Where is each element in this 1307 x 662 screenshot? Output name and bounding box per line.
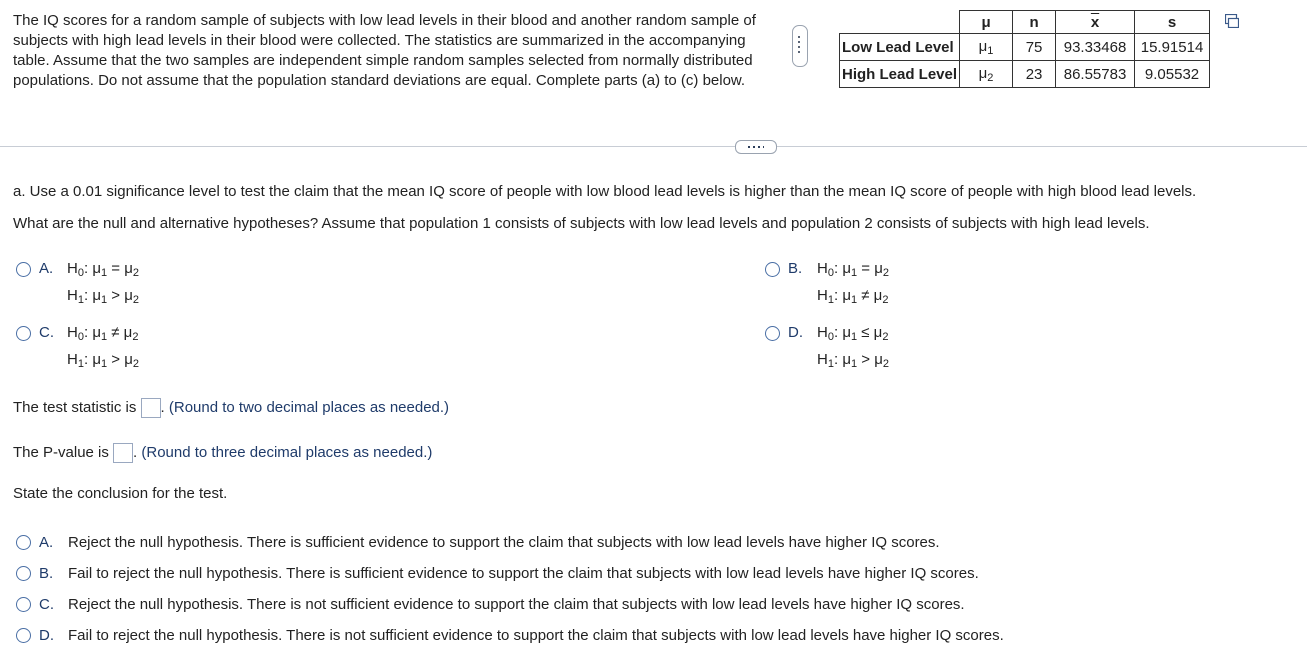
pvalue-hint: (Round to three decimal places as needed.) <box>141 443 433 461</box>
radio-button[interactable] <box>16 535 31 550</box>
option-text: Reject the null hypothesis. There is sufficient evidence to support the claim that subjects with low lead levels have higher IQ scores. <box>68 534 940 551</box>
mu-subscript: 2 <box>987 71 994 84</box>
section-divider <box>0 146 1307 147</box>
hypothesis-option-d[interactable] <box>765 324 1065 374</box>
row-s: 15.91514 <box>1135 34 1210 61</box>
conclusion-prompt: State the conclusion for the test. <box>13 485 228 502</box>
option-letter: D. <box>39 627 54 644</box>
row-xbar: 93.33468 <box>1056 34 1135 61</box>
option-text: Fail to reject the null hypothesis. There is not sufficient evidence to support the claim that subjects with low lead levels have higher IQ scores. <box>68 627 1004 644</box>
vertical-splitter-handle[interactable] <box>792 25 808 67</box>
option-text: Reject the null hypothesis. There is not sufficient evidence to support the claim that subjects with low lead levels have higher IQ scores. <box>68 596 965 613</box>
table-corner-cell <box>840 11 960 34</box>
radio-button[interactable] <box>16 628 31 643</box>
row-s: 9.05532 <box>1135 61 1210 88</box>
conclusion-option-a[interactable] <box>16 534 1116 554</box>
pvalue-label: The P-value is <box>13 443 109 461</box>
statistics-table <box>839 10 1210 88</box>
pvalue-line: The P-value is . (Round to three decimal places as needed.) <box>13 443 432 463</box>
null-hypothesis: $H_0$: $\mu_1 = \mu_2$ <box>67 260 139 279</box>
radio-button[interactable] <box>16 262 31 277</box>
test-statistic-label: The test statistic is <box>13 398 137 416</box>
mu-symbol: μ <box>978 37 988 55</box>
radio-button[interactable] <box>16 597 31 612</box>
test-statistic-input[interactable] <box>141 398 161 418</box>
radio-button[interactable] <box>16 566 31 581</box>
null-hypothesis: $H_0$: $\mu_1 \ne \mu_2$ <box>67 324 139 343</box>
option-letter: A. <box>39 260 54 277</box>
table-header-row <box>840 11 1210 34</box>
radio-button[interactable] <box>16 326 31 341</box>
option-text: Fail to reject the null hypothesis. There is sufficient evidence to support the claim that subjects with low lead levels have higher IQ scores. <box>68 565 979 582</box>
vertical-grip-icon <box>798 36 800 56</box>
option-letter: C. <box>39 324 54 341</box>
hypothesis-option-c[interactable] <box>16 324 316 374</box>
conclusion-option-c[interactable] <box>16 596 1116 616</box>
radio-button[interactable] <box>765 326 780 341</box>
table-row <box>840 34 1210 61</box>
alternative-hypothesis: $H_1$: $\mu_1 \ne \mu_2$ <box>817 287 889 306</box>
row-mu <box>960 34 1013 61</box>
row-n: 75 <box>1013 34 1056 61</box>
hypothesis-option-b[interactable] <box>765 260 1065 310</box>
copy-icon[interactable] <box>1225 14 1239 28</box>
option-letter: C. <box>39 596 54 613</box>
header-n: n <box>1013 11 1056 34</box>
mu-subscript: 1 <box>987 44 994 57</box>
test-statistic-hint: (Round to two decimal places as needed.) <box>168 398 450 416</box>
option-letter: D. <box>788 324 803 341</box>
hypothesis-option-a[interactable] <box>16 260 316 310</box>
row-n: 23 <box>1013 61 1056 88</box>
header-xbar <box>1056 11 1135 34</box>
pvalue-input[interactable] <box>113 443 133 463</box>
problem-intro: The IQ scores for a random sample of subjects with low lead levels in their blood and another random sample of subjects with high lead levels in their blood were collected. The statistics are summarized in the accompanying table. Assume that the two samples are independent simple random samples selected from normally distributed populations. Do not assume that the population standard deviations are equal. Complete parts (a) to (c) below. <box>13 12 756 89</box>
row-xbar: 86.55783 <box>1056 61 1135 88</box>
row-label: High Lead Level <box>840 61 960 88</box>
header-mu: μ <box>960 11 1013 34</box>
row-mu <box>960 61 1013 88</box>
hypotheses-question: What are the null and alternative hypotheses? Assume that population 1 consists of subjects with low lead levels and population 2 consists of subjects with high lead levels. <box>13 215 1150 232</box>
row-label: Low Lead Level <box>840 34 960 61</box>
table-row <box>840 61 1210 88</box>
null-hypothesis: $H_0$: $\mu_1 \le \mu_2$ <box>817 324 889 343</box>
option-letter: A. <box>39 534 54 551</box>
null-hypothesis: $H_0$: $\mu_1 = \mu_2$ <box>817 260 889 279</box>
header-s: s <box>1135 11 1210 34</box>
part-a-question: a. Use a 0.01 significance level to test the claim that the mean IQ score of people with low blood lead levels is higher than the mean IQ score of people with high blood lead levels. <box>13 183 1197 200</box>
mu-symbol: μ <box>978 64 988 82</box>
test-statistic-line: The test statistic is . (Round to two decimal places as needed.) <box>13 398 449 418</box>
alternative-hypothesis: $H_1$: $\mu_1 > \mu_2$ <box>67 287 139 306</box>
xbar-symbol: $\overline{x}$ <box>1090 13 1100 31</box>
horizontal-grip-icon <box>748 146 764 148</box>
conclusion-option-b[interactable] <box>16 565 1116 585</box>
alternative-hypothesis: $H_1$: $\mu_1 > \mu_2$ <box>67 351 139 370</box>
conclusion-option-d[interactable] <box>16 627 1116 647</box>
horizontal-splitter-handle[interactable] <box>735 140 777 154</box>
option-letter: B. <box>788 260 803 277</box>
radio-button[interactable] <box>765 262 780 277</box>
option-letter: B. <box>39 565 54 582</box>
alternative-hypothesis: $H_1$: $\mu_1 > \mu_2$ <box>817 351 889 370</box>
